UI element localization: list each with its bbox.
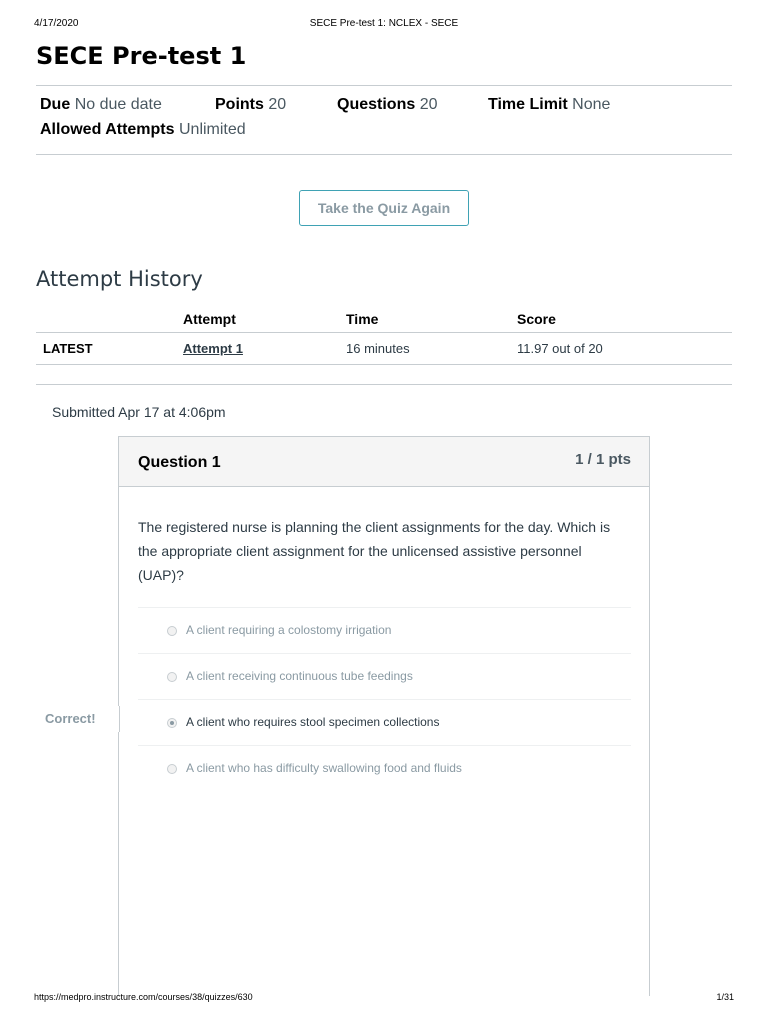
table-divider bbox=[36, 332, 732, 333]
time-column-header: Time bbox=[346, 311, 379, 327]
score-column-header: Score bbox=[517, 311, 556, 327]
due-value: No due date bbox=[74, 96, 162, 113]
points-value: 20 bbox=[268, 96, 287, 113]
answer-option[interactable] bbox=[138, 745, 631, 791]
radio-selected-icon[interactable] bbox=[167, 718, 177, 728]
answer-text: A client who has difficulty swallowing food and fluids bbox=[186, 761, 462, 775]
attempts-label: Allowed Attempts bbox=[40, 121, 175, 138]
submitted-timestamp: Submitted Apr 17 at 4:06pm bbox=[52, 404, 226, 420]
attempt-history-title: Attempt History bbox=[36, 267, 203, 291]
print-date: 4/17/2020 bbox=[34, 18, 79, 29]
radio-icon[interactable] bbox=[167, 672, 177, 682]
attempts-detail bbox=[40, 121, 246, 139]
due-detail bbox=[40, 96, 162, 114]
latest-tag: LATEST bbox=[43, 341, 93, 356]
answer-option-selected[interactable] bbox=[138, 699, 631, 745]
attempt-time: 16 minutes bbox=[346, 341, 410, 356]
questions-detail bbox=[337, 96, 437, 114]
questions-value: 20 bbox=[419, 96, 438, 113]
question-header bbox=[119, 437, 649, 487]
question-text: The registered nurse is planning the client assignments for the day. Which is the appropriate client assignment for the unlicensed assistive personnel (UAP)? bbox=[138, 519, 611, 583]
questions-label: Questions bbox=[337, 96, 416, 113]
attempt-history-table bbox=[36, 306, 732, 366]
page-title: SECE Pre-test 1 bbox=[36, 42, 247, 70]
points-detail bbox=[215, 96, 286, 114]
time-limit-detail bbox=[488, 96, 610, 114]
print-url: https://medpro.instructure.com/courses/38/quizzes/630 bbox=[34, 992, 253, 1002]
answer-text: A client who requires stool specimen collections bbox=[186, 715, 440, 729]
answer-text: A client requiring a colostomy irrigation bbox=[186, 623, 392, 637]
question-card bbox=[118, 436, 650, 996]
due-label: Due bbox=[40, 96, 71, 113]
attempts-value: Unlimited bbox=[178, 121, 246, 138]
quiz-details bbox=[40, 96, 732, 146]
radio-icon[interactable] bbox=[167, 764, 177, 774]
answer-option[interactable] bbox=[138, 607, 631, 653]
attempt-column-header: Attempt bbox=[183, 311, 236, 327]
time-limit-value: None bbox=[572, 96, 611, 113]
attempt-1-link[interactable]: Attempt 1 bbox=[183, 341, 243, 356]
question-title: Question 1 bbox=[138, 454, 221, 471]
answer-list bbox=[138, 607, 631, 791]
radio-icon[interactable] bbox=[167, 626, 177, 636]
print-document-title: SECE Pre-test 1: NCLEX - SECE bbox=[309, 18, 459, 29]
take-quiz-again-button[interactable]: Take the Quiz Again bbox=[299, 190, 469, 226]
table-divider bbox=[36, 364, 732, 365]
print-header bbox=[34, 18, 734, 32]
divider bbox=[36, 85, 732, 86]
attempt-score: 11.97 out of 20 bbox=[517, 341, 603, 356]
points-label: Points bbox=[215, 96, 264, 113]
correct-answer-badge: Correct! bbox=[36, 706, 120, 732]
answer-option[interactable] bbox=[138, 653, 631, 699]
print-page-number: 1/31 bbox=[716, 992, 734, 1002]
question-points: 1 / 1 pts bbox=[575, 451, 631, 468]
divider bbox=[36, 384, 732, 385]
divider bbox=[36, 154, 732, 155]
answer-text: A client receiving continuous tube feedings bbox=[186, 669, 413, 683]
time-limit-label: Time Limit bbox=[488, 96, 568, 113]
